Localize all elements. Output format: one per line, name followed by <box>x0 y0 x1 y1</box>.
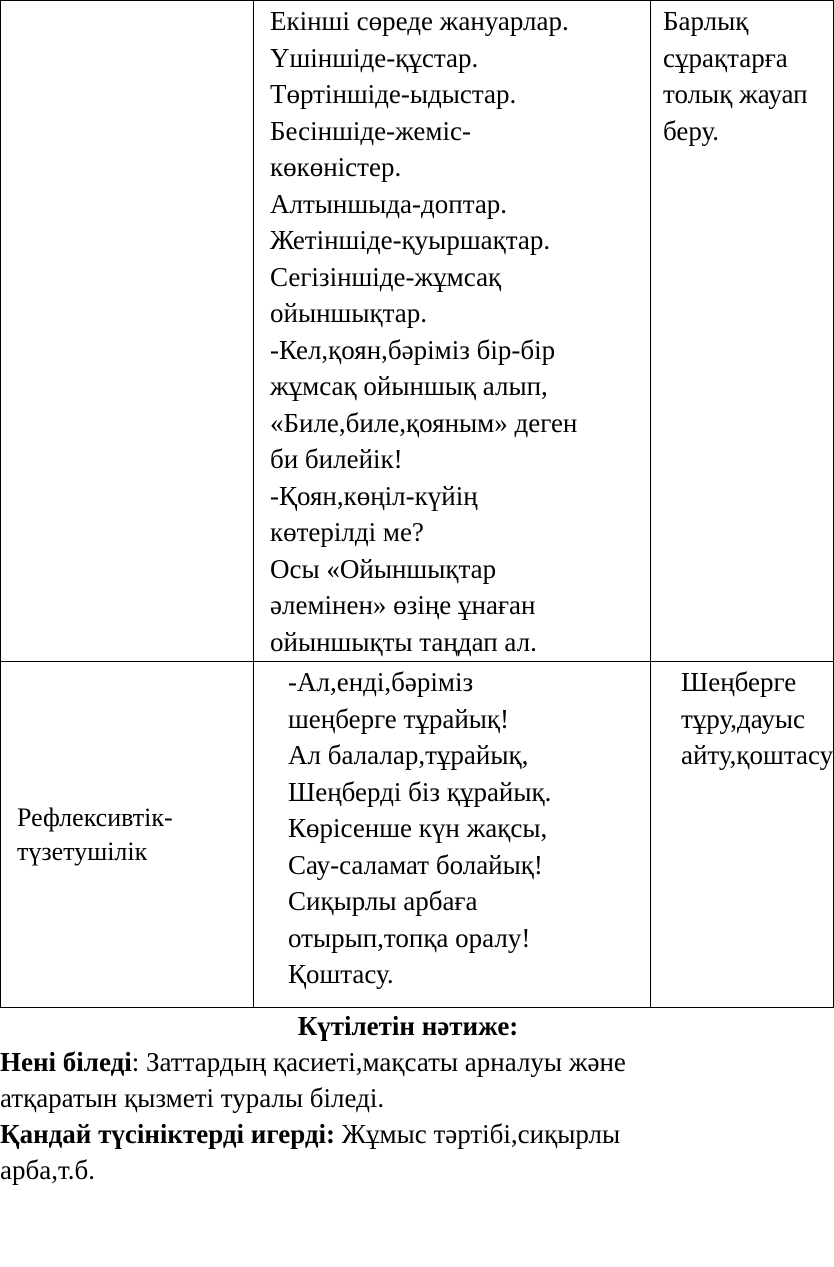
text-line: ойыншықты таңдап ал. <box>270 626 537 657</box>
text-line: Екінші сөреде жануарлар. <box>270 6 569 36</box>
text-line: тұру,дауыс <box>681 703 805 734</box>
text-line: Алтыншыда-доптар. <box>270 188 508 219</box>
text-line: Бесіншіде-жеміс- <box>270 115 471 146</box>
teacher-activity-cell <box>254 662 651 1008</box>
knows-separator: : <box>131 1047 146 1077</box>
child-activity-cell <box>651 662 834 1008</box>
text-line: толық жауап <box>663 79 808 109</box>
text-line: Сау-саламат болайық! <box>288 849 543 880</box>
text-line: -Ал,енді,бәріміз <box>288 667 474 697</box>
teacher-activity-cell <box>254 1 651 662</box>
concepts-text-line1: Жұмыс тәртібі,сиқырлы <box>335 1119 621 1149</box>
text-line: Сиқырлы арбаға <box>288 886 478 916</box>
outcome-title: Күтілетін нәтиже: <box>297 1011 519 1041</box>
text-line: -Кел,қоян,бәріміз бір-бір <box>270 334 556 365</box>
text-line: айту,қоштасу <box>681 740 834 770</box>
text-line: ойыншықтар. <box>270 298 427 328</box>
expected-outcome <box>0 1008 816 1188</box>
text-line: сұрақтарға <box>663 42 788 73</box>
text-line: -Қоян,көңіл-күйің <box>270 480 478 511</box>
text-line: Рефлексивтік- <box>17 802 173 832</box>
teacher-activity-text <box>254 662 650 993</box>
text-line: әлемінен» өзіңе ұнаған <box>270 590 536 620</box>
concepts-label: Қандай түсініктерді игерді: <box>0 1119 336 1149</box>
table-row <box>1 662 834 1008</box>
teacher-activity-text <box>254 1 650 660</box>
stage-cell <box>1 1 254 662</box>
child-activity-text <box>651 662 833 774</box>
concepts-text-line2: арба,т.б. <box>0 1155 95 1185</box>
text-line: «Биле,биле,қояным» деген <box>270 407 578 438</box>
table-row <box>1 1 834 662</box>
stage-cell <box>1 662 254 1008</box>
text-line: Шеңберді біз құрайық. <box>288 776 552 807</box>
text-line: Жетіншіде-қуыршақтар. <box>270 225 551 255</box>
text-line: Сегізіншіде-жұмсақ <box>270 261 502 292</box>
text-line: жұмсақ ойыншық алып, <box>270 371 548 401</box>
text-line: шеңберге тұрайық! <box>288 703 510 734</box>
text-line: көкөністер. <box>270 152 402 182</box>
knows-paragraph <box>0 1044 816 1116</box>
text-line: Көрісенше күн жақсы, <box>288 813 548 843</box>
text-line: Үшіншіде-құстар. <box>270 42 479 73</box>
text-line: Барлық <box>663 6 749 36</box>
child-activity-cell <box>651 1 834 662</box>
text-line: көтерілді ме? <box>270 517 424 547</box>
text-line: Осы «Ойыншықтар <box>270 553 497 584</box>
stage-text <box>1 801 253 869</box>
text-line: Ал балалар,тұрайық, <box>288 740 529 770</box>
text-line: беру. <box>663 115 720 146</box>
knows-text-line2: атқаратын қызметі туралы біледі. <box>0 1083 385 1113</box>
knows-text-line1: Заттардың қасиеті,мақсаты арналуы және <box>146 1047 626 1077</box>
concepts-paragraph <box>0 1116 816 1188</box>
text-line: отырып,топқа оралу! <box>288 922 531 953</box>
text-line: Қоштасу. <box>288 959 394 989</box>
child-activity-text <box>651 1 833 149</box>
text-line: түзетушілік <box>17 836 148 866</box>
text-line: Шеңберге <box>681 667 797 697</box>
text-line: Төртіншіде-ыдыстар. <box>270 79 517 109</box>
text-line: би билейік! <box>270 444 403 474</box>
knows-label: Нені біледі <box>0 1047 132 1077</box>
